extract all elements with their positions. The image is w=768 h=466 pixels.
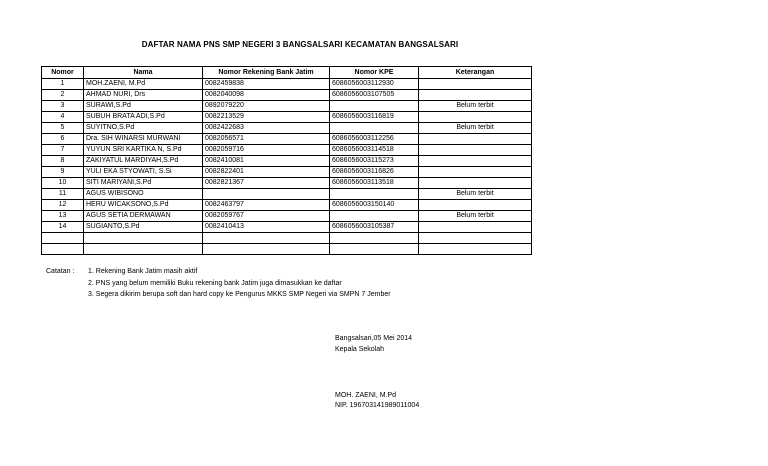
cell-nama: AGUS SETIA DERMAWAN xyxy=(84,211,203,222)
cell-nama: HERU WICAKSONO,S.Pd xyxy=(84,200,203,211)
cell-rekening xyxy=(203,233,330,244)
page-title: DAFTAR NAMA PNS SMP NEGERI 3 BANGSALSARI KECAMATAN BANGSALSARI xyxy=(141,40,459,49)
cell-nomor: 3 xyxy=(42,101,84,112)
table-row xyxy=(42,211,532,222)
cell-nama: ZAKIYATUL MARDIYAH,S.Pd xyxy=(84,156,203,167)
cell-rekening: 0082059767 xyxy=(203,211,330,222)
table-row xyxy=(42,233,532,244)
cell-keterangan: Belum terbit xyxy=(419,189,532,200)
cell-keterangan xyxy=(419,233,532,244)
table-row xyxy=(42,156,532,167)
cell-nama: MOH.ZAENI, M.Pd xyxy=(84,79,203,90)
cell-keterangan xyxy=(419,112,532,123)
cell-nama: SUBUH BRATA ADI,S.Pd xyxy=(84,112,203,123)
cell-rekening xyxy=(203,244,330,255)
cell-nomor: 7 xyxy=(42,145,84,156)
cell-nomor: 5 xyxy=(42,123,84,134)
cell-nomor xyxy=(42,244,84,255)
signature-name: MOH. ZAENI, M.Pd xyxy=(335,392,397,399)
table-row xyxy=(42,101,532,112)
cell-nama: SUGIANTO,S.Pd xyxy=(84,222,203,233)
cell-kpe: 6086056003115273 xyxy=(330,156,419,167)
cell-kpe: 6086056003116819 xyxy=(330,112,419,123)
table-row xyxy=(42,123,532,134)
cell-nomor: 9 xyxy=(42,167,84,178)
signature-nip: NIP. 196703141989011004 xyxy=(335,402,420,409)
cell-kpe xyxy=(330,123,419,134)
cell-nama xyxy=(84,233,203,244)
cell-keterangan xyxy=(419,200,532,211)
cell-keterangan xyxy=(419,178,532,189)
cell-nama: AGUS WIBISONO xyxy=(84,189,203,200)
table-row xyxy=(42,145,532,156)
cell-kpe: 6086056003112930 xyxy=(330,79,419,90)
pns-table xyxy=(41,66,532,255)
cell-nomor: 10 xyxy=(42,178,84,189)
cell-nomor: 12 xyxy=(42,200,84,211)
cell-nama: SITI MARIYANI,S.Pd xyxy=(84,178,203,189)
cell-rekening: 0082822401 xyxy=(203,167,330,178)
table-row xyxy=(42,189,532,200)
cell-kpe xyxy=(330,101,419,112)
cell-rekening: 0892079220 xyxy=(203,101,330,112)
header-nomor: Nomor xyxy=(42,67,84,79)
cell-keterangan xyxy=(419,134,532,145)
table-row xyxy=(42,222,532,233)
cell-kpe: 6086056003112256 xyxy=(330,134,419,145)
cell-nama: SURAWI,S.Pd xyxy=(84,101,203,112)
cell-nama: SUYITNO,S.Pd xyxy=(84,123,203,134)
cell-keterangan: Belum terbit xyxy=(419,123,532,134)
cell-keterangan: Belum terbit xyxy=(419,211,532,222)
table-row xyxy=(42,79,532,90)
cell-rekening: 0082821367 xyxy=(203,178,330,189)
cell-nomor: 2 xyxy=(42,90,84,101)
cell-nomor: 11 xyxy=(42,189,84,200)
cell-nama: YUYUN SRI KARTIKA N, S.Pd xyxy=(84,145,203,156)
cell-rekening: 0082422683 xyxy=(203,123,330,134)
cell-rekening: 0082410081 xyxy=(203,156,330,167)
table-row xyxy=(42,244,532,255)
cell-kpe xyxy=(330,189,419,200)
cell-rekening: 0082459838 xyxy=(203,79,330,90)
signature-position: Kepala Sekolah xyxy=(335,346,385,353)
cell-kpe: 6086056003116826 xyxy=(330,167,419,178)
cell-keterangan xyxy=(419,156,532,167)
cell-keterangan xyxy=(419,145,532,156)
signature-place-date: Bangsalsari,05 Mei 2014 xyxy=(335,335,413,342)
table-row xyxy=(42,90,532,101)
header-keterangan: Keterangan xyxy=(419,67,532,79)
cell-rekening: 0082059716 xyxy=(203,145,330,156)
cell-keterangan xyxy=(419,222,532,233)
cell-nomor: 13 xyxy=(42,211,84,222)
cell-nomor: 4 xyxy=(42,112,84,123)
cell-keterangan xyxy=(419,90,532,101)
cell-kpe: 6086056003113518 xyxy=(330,178,419,189)
cell-rekening: 0082463797 xyxy=(203,200,330,211)
table-row xyxy=(42,200,532,211)
cell-kpe: 6086056003107505 xyxy=(330,90,419,101)
header-rekening: Nomor Rekening Bank Jatim xyxy=(203,67,330,79)
cell-keterangan: Belum terbit xyxy=(419,101,532,112)
table-row xyxy=(42,167,532,178)
header-kpe: Nomor KPE xyxy=(330,67,419,79)
cell-kpe: 6086056003105387 xyxy=(330,222,419,233)
cell-keterangan xyxy=(419,244,532,255)
cell-nomor xyxy=(42,233,84,244)
cell-keterangan xyxy=(419,167,532,178)
cell-nama xyxy=(84,244,203,255)
table-row xyxy=(42,112,532,123)
cell-kpe xyxy=(330,211,419,222)
cell-kpe: 6086056003114518 xyxy=(330,145,419,156)
cell-nomor: 6 xyxy=(42,134,84,145)
header-nama: Nama xyxy=(84,67,203,79)
cell-rekening: 0082040098 xyxy=(203,90,330,101)
cell-rekening: 0082056571 xyxy=(203,134,330,145)
note-item: 3. Segera dikirim berupa soft dan hard copy ke Pengurus MKKS SMP Negeri via SMPN 7 Jember xyxy=(88,291,391,298)
table-row xyxy=(42,134,532,145)
table-header-row xyxy=(42,67,532,79)
cell-nama: Dra. SIH WINARSI MURWANI xyxy=(84,134,203,145)
cell-nomor: 14 xyxy=(42,222,84,233)
cell-kpe xyxy=(330,244,419,255)
cell-nomor: 1 xyxy=(42,79,84,90)
cell-rekening xyxy=(203,189,330,200)
table-row xyxy=(42,178,532,189)
cell-nama: YULI EKA STYOWATI, S.Si xyxy=(84,167,203,178)
note-item: 1. Rekening Bank Jatim masih aktif xyxy=(88,268,198,275)
cell-kpe: 6086056003150140 xyxy=(330,200,419,211)
note-item: 2. PNS yang belum memiliki Buku rekening bank Jatim juga dimasukkan ke daftar xyxy=(88,279,342,287)
cell-nama: AHMAD NURI, Drs xyxy=(84,90,203,101)
cell-nomor: 8 xyxy=(42,156,84,167)
cell-rekening: 0082410413 xyxy=(203,222,330,233)
cell-rekening: 0082213529 xyxy=(203,112,330,123)
cell-keterangan xyxy=(419,79,532,90)
notes-label: Catatan : xyxy=(46,268,75,275)
cell-kpe xyxy=(330,233,419,244)
